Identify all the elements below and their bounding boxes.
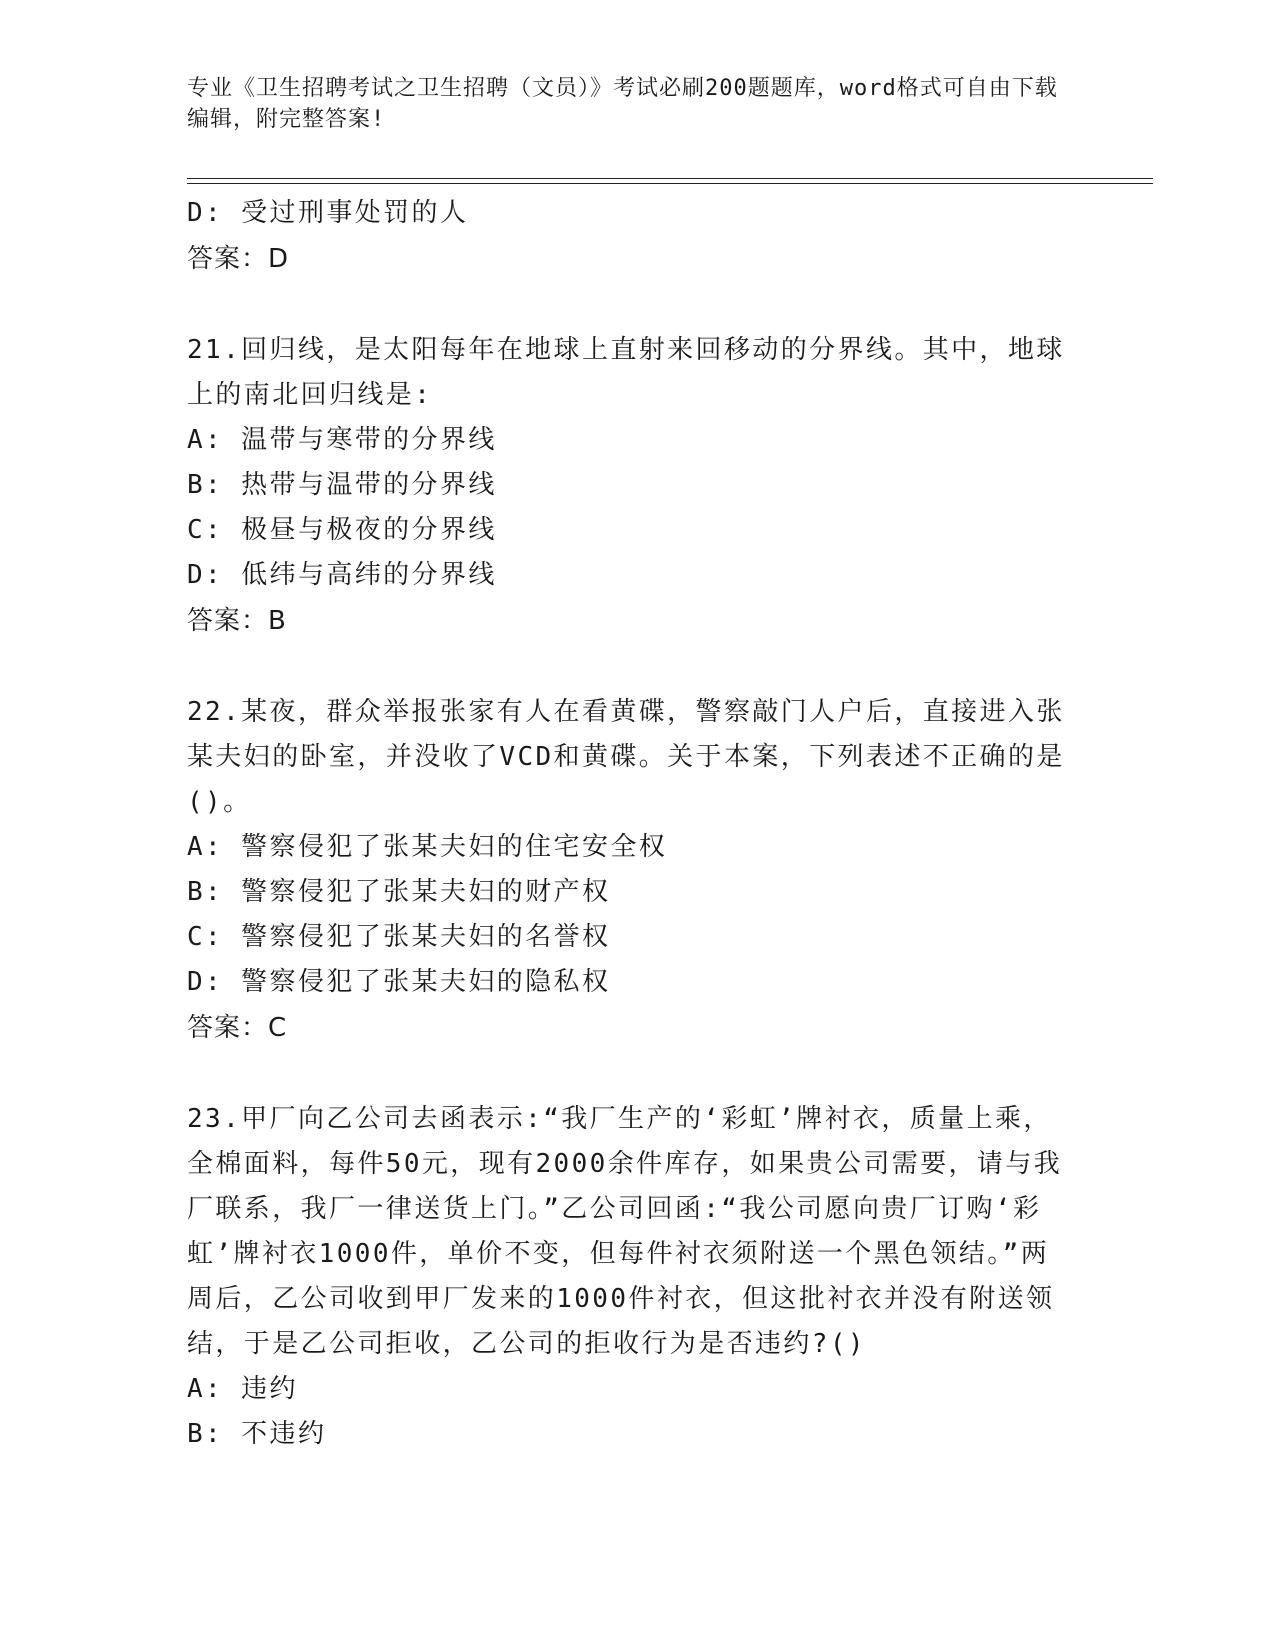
option-b: B: 警察侵犯了张某夫妇的财产权	[187, 877, 611, 907]
question-text: 22.某夜，群众举报张家有人在看黄碟，警察敲门人户后，直接进入张某夫妇的卧室，并没收了VCD和黄碟。关于本案，下列表述不正确的是()。	[187, 697, 1065, 817]
question-21	[187, 328, 1077, 644]
option-b: B: 热带与温带的分界线	[187, 470, 497, 500]
answer: 答案：C	[187, 1013, 288, 1043]
document-header	[187, 73, 1067, 135]
option-a: A: 温带与寒带的分界线	[187, 425, 497, 455]
question-list	[187, 191, 1077, 1457]
spacer	[187, 644, 1077, 690]
question-text: 21.回归线，是太阳每年在地球上直射来回移动的分界线。其中，地球上的南北回归线是:	[187, 335, 1065, 410]
option-d: D: 警察侵犯了张某夫妇的隐私权	[187, 967, 611, 997]
header-divider-bottom	[187, 183, 1153, 184]
previous-question-tail	[187, 191, 1077, 282]
document-title: 专业《卫生招聘考试之卫生招聘（文员）》考试必刷200题题库，word格式可自由下载编辑，附完整答案!	[187, 76, 1058, 132]
option-c: C: 警察侵犯了张某夫妇的名誉权	[187, 922, 611, 952]
option-a: A: 警察侵犯了张某夫妇的住宅安全权	[187, 832, 668, 862]
question-23	[187, 1097, 1077, 1457]
option-c: C: 极昼与极夜的分界线	[187, 515, 497, 545]
option-d: D: 低纬与高纬的分界线	[187, 560, 497, 590]
option-a: A: 违约	[187, 1374, 298, 1404]
header-divider-top	[187, 178, 1153, 179]
option-b: B: 不违约	[187, 1419, 327, 1449]
option-d: D: 受过刑事处罚的人	[187, 198, 469, 228]
answer: 答案：B	[187, 606, 287, 636]
question-22	[187, 690, 1077, 1051]
question-text: 23.甲厂向乙公司去函表示:“我厂生产的‘彩虹’牌衬衣，质量上乘，全棉面料，每件50元，现有2000余件库存，如果贵公司需要，请与我厂联系，我厂一律送货上门。”乙公司回函:“我公司愿向贵厂订购‘彩虹’牌衬衣1000件，单价不变，但每件衬衣须附送一个黑色领结。”两周后，乙公司收到甲厂发来的1000件衬衣，但这批衬衣并没有附送领结，于是乙公司拒收，乙公司的拒收行为是否违约?()	[187, 1104, 1063, 1359]
spacer	[187, 282, 1077, 328]
spacer	[187, 1051, 1077, 1097]
answer: 答案：D	[187, 244, 290, 274]
